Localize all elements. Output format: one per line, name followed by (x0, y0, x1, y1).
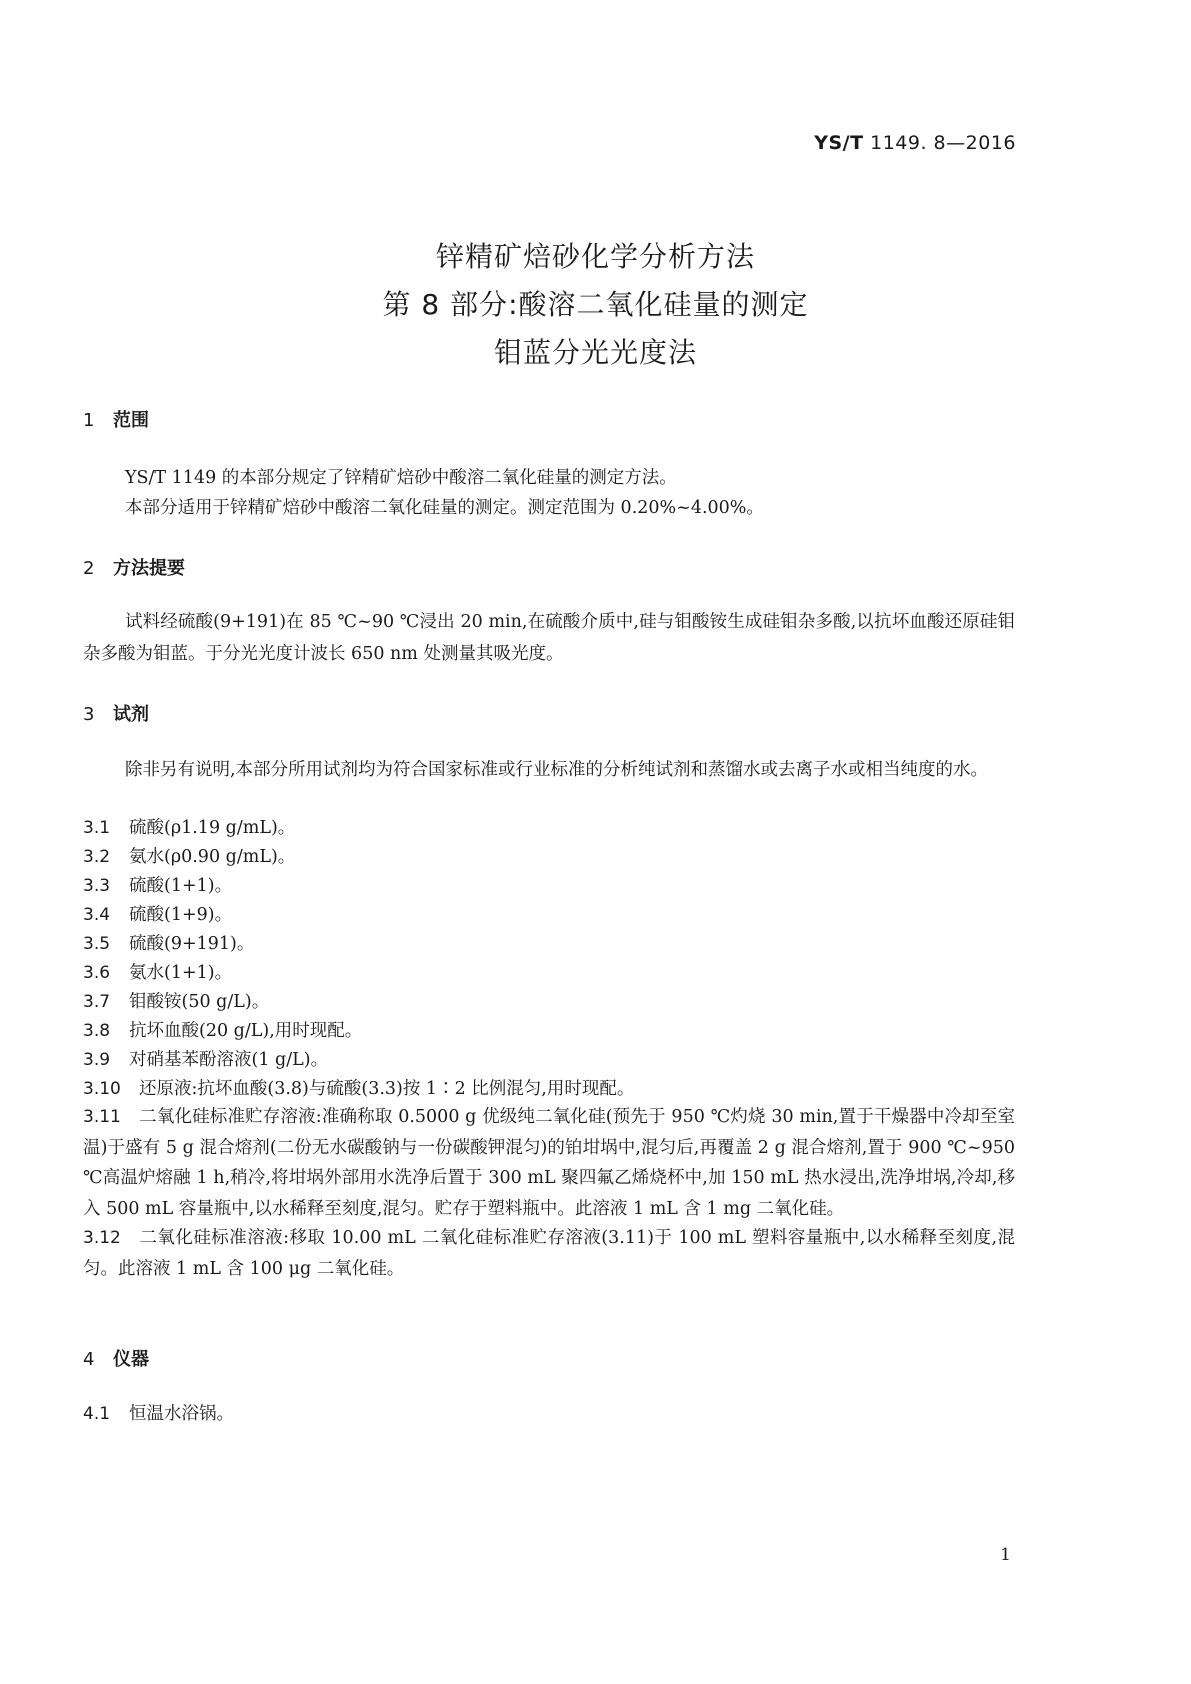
item-text: 抗坏血酸(20 g/L),用时现配。 (129, 1021, 363, 1041)
title-line-2: 第 8 部分:酸溶二氧化硅量的测定 (382, 288, 809, 321)
reagent-item (83, 1015, 1015, 1047)
standard-prefix: YS/T (814, 132, 864, 154)
item-number: 3.10 (83, 1079, 121, 1099)
item-number: 4.1 (83, 1404, 111, 1424)
section-heading-reagents (83, 700, 149, 726)
item-text: 对硝基苯酚溶液(1 g/L)。 (129, 1050, 329, 1070)
item-text: 硫酸(1+9)。 (129, 905, 233, 925)
item-number: 3.4 (83, 905, 111, 925)
section-title: 范围 (113, 410, 149, 431)
item-text: 硫酸(1+1)。 (129, 876, 233, 896)
standard-code (814, 132, 1016, 154)
section-number: 1 (83, 410, 95, 431)
item-number: 3.12 (83, 1228, 121, 1248)
section-number: 3 (83, 704, 95, 725)
section-title: 试剂 (113, 704, 149, 725)
item-text: 还原液:抗坏血酸(3.8)与硫酸(3.3)按 1∶2 比例混匀,用时现配。 (139, 1079, 635, 1099)
section-heading-principle (83, 554, 185, 580)
item-text: 钼酸铵(50 g/L)。 (129, 992, 270, 1012)
item-number: 3.9 (83, 1050, 111, 1070)
item-text: 恒温水浴锅。 (129, 1404, 234, 1424)
section-number: 2 (83, 558, 95, 579)
reagent-item (83, 841, 1015, 873)
item-number: 3.1 (83, 818, 111, 838)
page-number: 1 (1000, 1545, 1011, 1565)
reagent-item (83, 1073, 1015, 1105)
reagent-item (83, 899, 1015, 931)
reagent-item (83, 986, 1015, 1018)
section-title: 方法提要 (113, 558, 185, 579)
apparatus-item (83, 1398, 1015, 1430)
reagent-item (83, 1102, 1015, 1224)
item-text: 硫酸(ρ1.19 g/mL)。 (129, 818, 296, 838)
item-number: 3.6 (83, 963, 111, 983)
section-number: 4 (83, 1349, 95, 1370)
reagent-item (83, 1223, 1015, 1284)
item-number: 3.11 (83, 1107, 121, 1127)
item-number: 3.8 (83, 1021, 111, 1041)
title-line-3: 钼蓝分光光度法 (493, 336, 697, 369)
item-text: 氨水(1+1)。 (129, 963, 233, 983)
item-number: 3.2 (83, 847, 111, 867)
item-number: 3.7 (83, 992, 111, 1012)
scope-paragraph-2: 本部分适用于锌精矿焙砂中酸溶二氧化硅量的测定。测定范围为 0.20%~4.00%。 (125, 498, 764, 518)
document-title (0, 233, 1191, 377)
reagent-item (83, 812, 1015, 844)
item-text: 硫酸(9+191)。 (129, 934, 255, 954)
section-heading-scope (83, 406, 149, 432)
reagent-item (83, 957, 1015, 989)
reagent-item (83, 1044, 1015, 1076)
item-text: 氨水(ρ0.90 g/mL)。 (129, 847, 296, 867)
section-title: 仪器 (113, 1349, 149, 1370)
principle-paragraph: 试料经硫酸(9+191)在 85 ℃~90 ℃浸出 20 min,在硫酸介质中,硅与钼酸铵生成硅钼杂多酸,以抗坏血酸还原硅钼杂多酸为钼蓝。于分光光度计波长 650 nm 处测量其吸光度。 (83, 612, 1015, 664)
item-text: 二氧化硅标准溶液:移取 10.00 mL 二氧化硅标准贮存溶液(3.11)于 100 mL 塑料容量瓶中,以水稀释至刻度,混匀。此溶液 1 mL 含 100 μg 二氧化硅。 (83, 1228, 1015, 1279)
reagents-intro-paragraph: 除非另有说明,本部分所用试剂均为符合国家标准或行业标准的分析纯试剂和蒸馏水或去离子水或相当纯度的水。 (125, 760, 989, 780)
item-number: 3.5 (83, 934, 111, 954)
reagent-item (83, 870, 1015, 902)
section-heading-apparatus (83, 1345, 149, 1371)
standard-number: 1149. 8—2016 (870, 132, 1016, 154)
title-line-1: 锌精矿焙砂化学分析方法 (435, 240, 755, 273)
item-text: 二氧化硅标准贮存溶液:准确称取 0.5000 g 优级纯二氧化硅(预先于 950 ℃灼烧 30 min,置于干燥器中冷却至室温)于盛有 5 g 混合熔剂(二份无水碳酸钠与一份碳酸钾混匀)的铂坩埚中,混匀后,再覆盖 2 g 混合熔剂,置于 900 ℃~950 ℃高温炉熔融 1 h,稍冷,将坩埚外部用水洗净后置于 300 mL 聚四氟乙烯烧杯中,加 150 mL 热水浸出,洗净坩埚,冷却,移入 500 mL 容量瓶中,以水稀释至刻度,混匀。贮存于塑料瓶中。此溶液 1 mL 含 1 mg 二氧化硅。 (83, 1107, 1015, 1219)
reagent-item (83, 928, 1015, 960)
item-number: 3.3 (83, 876, 111, 896)
scope-paragraph-1: YS/T 1149 的本部分规定了锌精矿焙砂中酸溶二氧化硅量的测定方法。 (125, 468, 677, 488)
